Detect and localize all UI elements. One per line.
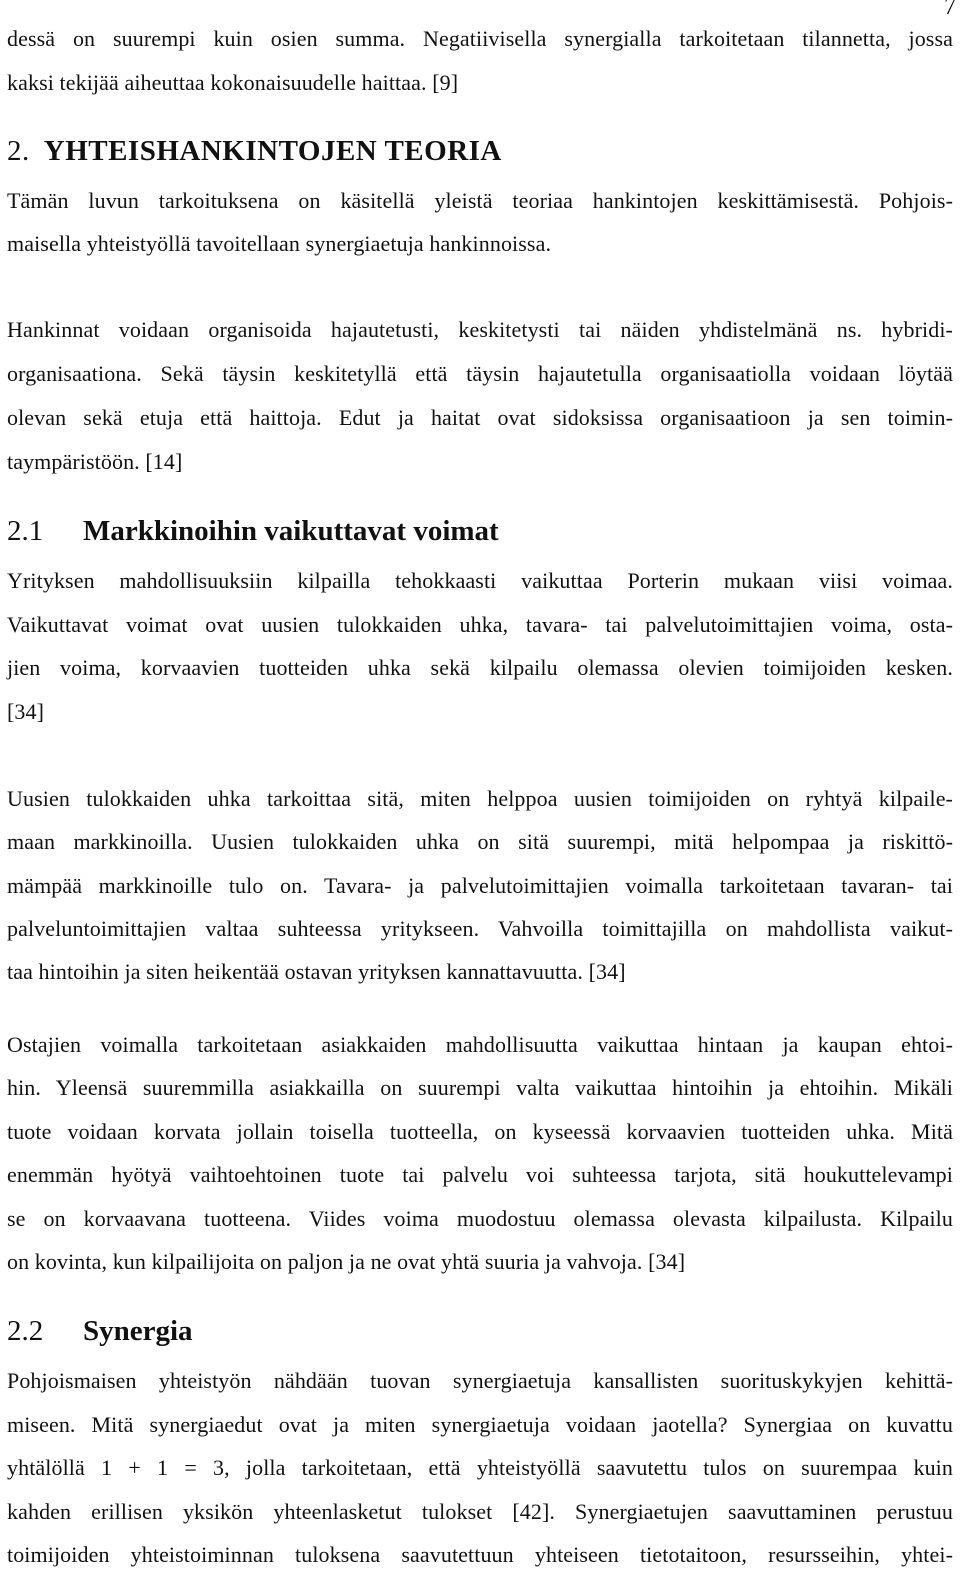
section-2-2-number: 2.2 xyxy=(7,1315,44,1347)
s21-p1-line-2: Vaikuttavat voimat ovat uusien tulokkaiden uhka, tavara- tai palvelutoimittajien voima, osta- xyxy=(7,612,953,637)
s21-p2-line-4: palveluntoimittajien valtaa suhteessa yritykseen. Vahvoilla toimittajilla on mahdollista vaikut- xyxy=(7,916,953,941)
s21-p1-line-1: Yrityksen mahdollisuuksiin kilpailla tehokkaasti vaikuttaa Porterin mukaan viisi voimaa. xyxy=(7,568,953,593)
chapter-p1-line-2: maisella yhteistyöllä tavoitellaan synergiaetuja hankinnoissa. xyxy=(7,231,552,256)
s21-p2-line-5: taa hintoihin ja siten heikentää ostavan yrityksen kannattavuutta. [34] xyxy=(7,959,626,984)
chapter-p2-line-3: olevan sekä etuja että haittoja. Edut ja haitat ovat sidoksissa organisaatioon ja sen toimin- xyxy=(7,405,953,430)
section-2-1-number: 2.1 xyxy=(7,515,44,547)
s21-p3-line-4: enemmän hyötyä vaihtoehtoinen tuote tai palvelu voi suhteessa tarjota, sitä houkuttelevampi xyxy=(7,1162,953,1187)
s22-p1-line-5: toimijoiden yhteistoiminnan tuloksena saavutettuun yhteiseen tietotaitoon, resursseihin, yhtei- xyxy=(7,1542,953,1567)
s22-p1-line-3: yhtälöllä 1 + 1 = 3, jolla tarkoitetaan, että yhteistyöllä saavutettu tulos on suurempaa kuin xyxy=(7,1455,953,1480)
s21-p2-line-2: maan markkinoilla. Uusien tulokkaiden uhka on sitä suurempi, mitä helpompaa ja riskittö- xyxy=(7,829,953,854)
chapter-number: 2. xyxy=(7,135,30,167)
chapter-heading xyxy=(7,135,502,168)
chapter-title: YHTEISHANKINTOJEN TEORIA xyxy=(43,135,502,167)
section-2-2-title: Synergia xyxy=(83,1315,193,1347)
s21-p3-line-2: hin. Yleensä suuremmilla asiakkailla on suurempi valta vaikuttaa hintoihin ja ehtoihin. Mikäli xyxy=(7,1075,953,1100)
s21-p3-line-1: Ostajien voimalla tarkoitetaan asiakkaiden mahdollisuutta vaikuttaa hintaan ja kaupan ehtoi- xyxy=(7,1032,953,1057)
s21-p3-line-6: on kovinta, kun kilpailijoita on paljon ja ne ovat yhtä suuria ja vahvoja. [34] xyxy=(7,1249,686,1274)
intro-line-2: kaksi tekijää aiheuttaa kokonaisuudelle haittaa. [9] xyxy=(7,70,459,95)
section-2-2-heading xyxy=(7,1315,193,1348)
s21-p1-line-3: jien voima, korvaavien tuotteiden uhka sekä kilpailu olemassa olevien toimijoiden kesken. xyxy=(7,655,953,680)
s21-p3-line-3: tuote voidaan korvata jollain toisella tuotteella, on kyseessä korvaavien tuotteiden uhka. Mitä xyxy=(7,1119,953,1144)
s21-p3-line-5: se on korvaavana tuotteena. Viides voima muodostuu olemassa olevasta kilpailusta. Kilpailu xyxy=(7,1206,953,1231)
page-number: 7 xyxy=(944,0,956,20)
section-2-1-title: Markkinoihin vaikuttavat voimat xyxy=(83,515,499,547)
s22-p1-line-4: kahden erillisen yksikön yhteenlasketut tulokset [42]. Synergiaetujen saavuttaminen perustuu xyxy=(7,1499,953,1524)
chapter-p2-line-1: Hankinnat voidaan organisoida hajautetusti, keskitetysti tai näiden yhdistelmänä ns. hybridi- xyxy=(7,317,953,342)
chapter-p1-line-1: Tämän luvun tarkoituksena on käsitellä yleistä teoriaa hankintojen keskittämisestä. Pohjois- xyxy=(7,188,953,213)
intro-line-1: dessä on suurempi kuin osien summa. Negatiivisella synergialla tarkoitetaan tilannetta, jossa xyxy=(7,26,953,51)
chapter-p2-line-4: taympäristöön. [14] xyxy=(7,449,183,474)
s22-p1-line-1: Pohjoismaisen yhteistyön nähdään tuovan synergiaetuja kansallisten suorituskykyjen kehittä- xyxy=(7,1368,953,1393)
s22-p1-line-2: miseen. Mitä synergiaedut ovat ja miten synergiaetuja voidaan jaotella? Synergiaa on kuvattu xyxy=(7,1412,953,1437)
chapter-p2-line-2: organisaationa. Sekä täysin keskitetyllä että täysin hajautetulla organisaatiolla voidaan löytää xyxy=(7,361,953,386)
s21-p1-line-4: [34] xyxy=(7,699,45,724)
s21-p2-line-1: Uusien tulokkaiden uhka tarkoittaa sitä, miten helppoa uusien toimijoiden on ryhtyä kilpaile- xyxy=(7,786,953,811)
section-2-1-heading xyxy=(7,515,499,548)
s21-p2-line-3: mämpää markkinoille tulo on. Tavara- ja palvelutoimittajien voimalla tarkoitetaan tavaran- tai xyxy=(7,873,953,898)
